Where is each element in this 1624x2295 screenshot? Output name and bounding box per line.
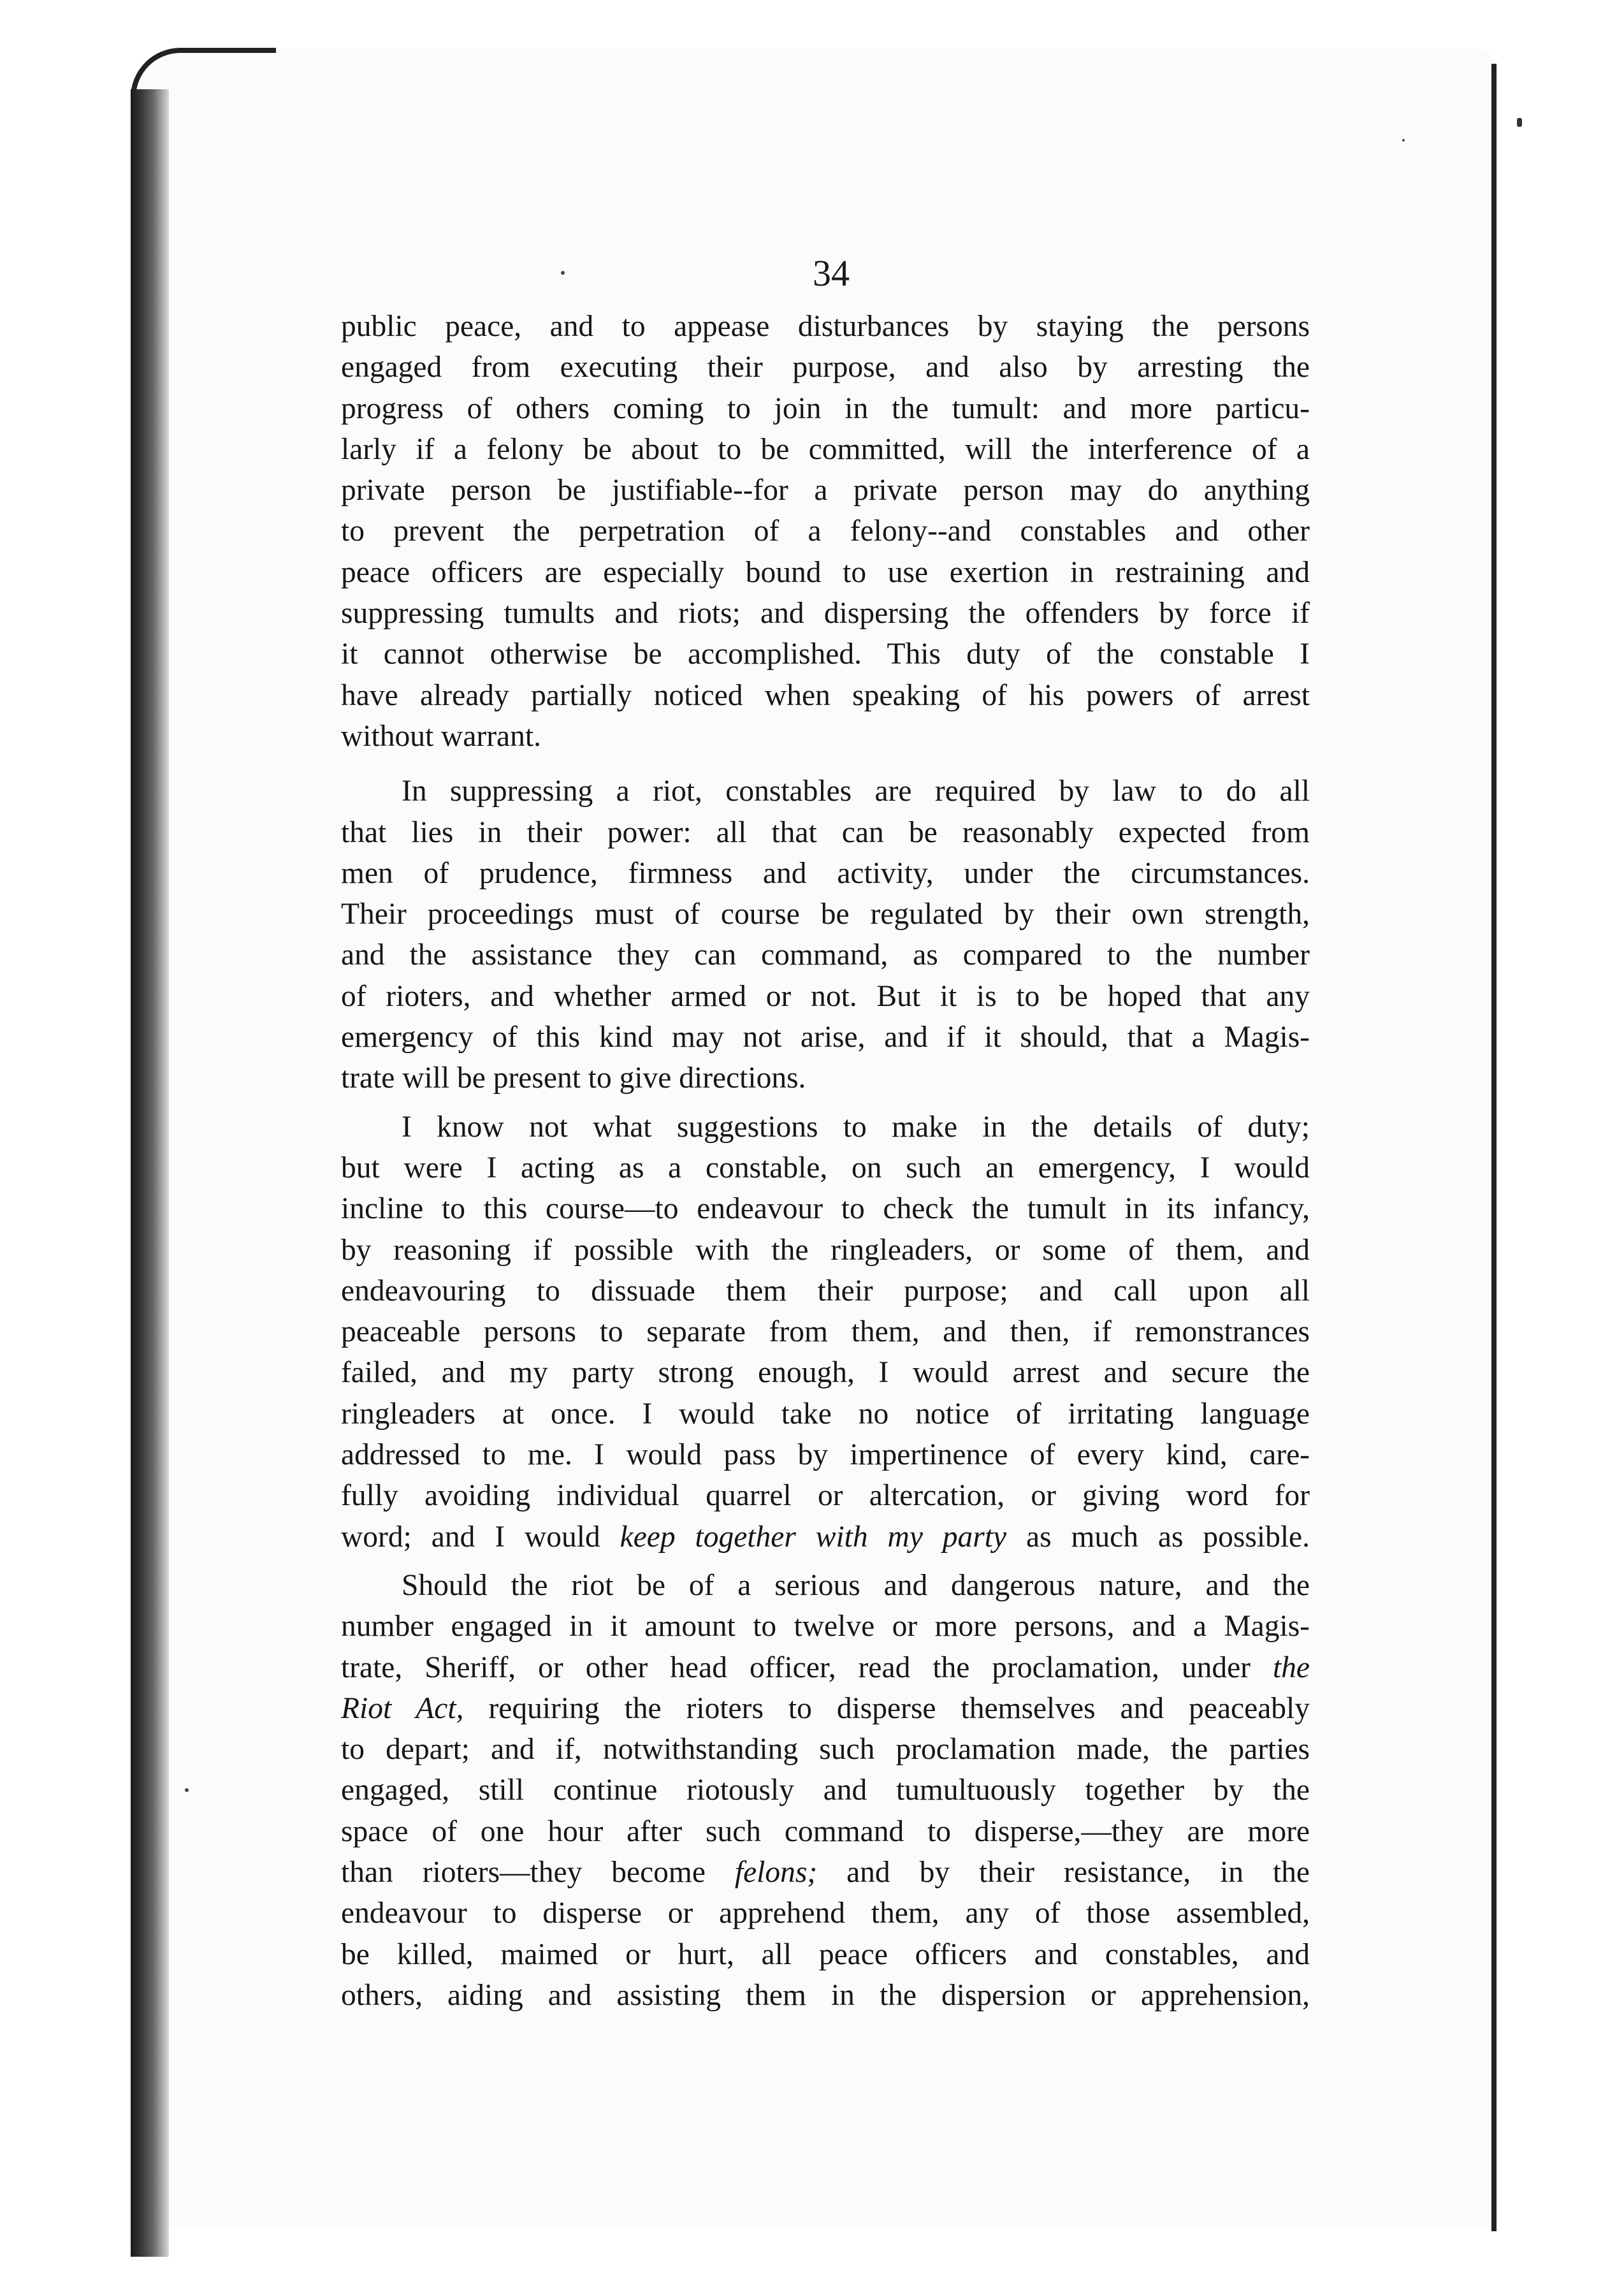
text-segment: trate, Sheriff, or other head officer, read the proclamation, under: [341, 1650, 1273, 1684]
text-line: addressed to me. I would pass by impertinence of every kind, care-: [341, 1438, 1310, 1472]
text-line: I know not what suggestions to make in the details of duty;: [402, 1110, 1310, 1144]
text-line: it cannot otherwise be accomplished. This duty of the constable I: [341, 638, 1310, 671]
text-line: without warrant.: [341, 719, 541, 753]
text-line: [341, 1647, 1310, 1688]
text-line: failed, and my party strong enough, I would arrest and secure the: [341, 1356, 1310, 1390]
text-line: of rioters, and whether armed or not. But it is to be hoped that any: [341, 979, 1310, 1013]
text-segment: as much as possible.: [1006, 1520, 1310, 1554]
text-segment: requiring the rioters to disperse themselves and peaceably: [463, 1691, 1310, 1725]
paragraph-3: [341, 1107, 1310, 1557]
text-line: Their proceedings must of course be regulated by their own strength,: [341, 898, 1310, 931]
text-line: by reasoning if possible with the ringleaders, or some of them, and: [341, 1233, 1310, 1267]
text-line: [341, 1852, 1310, 1893]
text-line: emergency of this kind may not arise, and if it should, that a Magis-: [341, 1021, 1310, 1054]
facing-page: [1514, 57, 1624, 2257]
text-segment: word; and I would: [341, 1520, 620, 1554]
text-line: incline to this course—to endeavour to check the tumult in its infancy,: [341, 1192, 1310, 1226]
text-line: to depart; and if, notwithstanding such proclamation made, the parties: [341, 1733, 1310, 1767]
text-segment: and by their resistance, in the: [817, 1855, 1310, 1889]
text-line: [341, 1517, 1310, 1557]
text-segment: than rioters—they become: [341, 1855, 735, 1889]
text-line: larly if a felony be about to be committed, will the interference of a: [341, 432, 1310, 466]
paragraph-2: [341, 771, 1310, 1098]
speck-mark: [185, 1788, 189, 1792]
text-line: be killed, maimed or hurt, all peace officers and constables, and: [341, 1937, 1310, 1971]
text-line: men of prudence, firmness and activity, under the circumstances.: [341, 856, 1310, 890]
text-line: that lies in their power: all that can be reasonably expected from: [341, 815, 1310, 849]
text-line: peace officers are especially bound to use exertion in restraining and: [341, 555, 1310, 589]
paragraph-1: [341, 306, 1310, 757]
text-line: trate will be present to give directions.: [341, 1061, 806, 1095]
text-line: private person be justifiable--for a private person may do anything: [341, 474, 1310, 507]
speck-mark: [1402, 139, 1405, 142]
text-line: endeavour to disperse or apprehend them, any of those assembled,: [341, 1897, 1310, 1930]
text-line: public peace, and to appease disturbances by staying the persons: [341, 310, 1310, 343]
book-spine-shadow: [131, 89, 169, 2257]
text-line: engaged from executing their purpose, and also by arresting the: [341, 351, 1310, 384]
text-line: ringleaders at once. I would take no notice of irritating language: [341, 1397, 1310, 1431]
speck-mark: [561, 271, 565, 275]
italic-text: felons;: [734, 1855, 818, 1889]
text-line: number engaged in it amount to twelve or more persons, and a Magis-: [341, 1610, 1310, 1643]
text-line: peaceable persons to separate from them, and then, if remonstrances: [341, 1315, 1310, 1349]
text-line: [341, 1688, 1310, 1729]
text-line: progress of others coming to join in the tumult: and more particu-: [341, 391, 1310, 425]
italic-text: keep together with my party: [620, 1520, 1007, 1554]
body-text: [341, 306, 1310, 2021]
facing-page-mark: [1517, 118, 1522, 127]
text-line: space of one hour after such command to disperse,—they are more: [341, 1814, 1310, 1848]
italic-text: the: [1272, 1650, 1310, 1684]
text-line: others, aiding and assisting them in the dispersion or apprehension,: [341, 1978, 1310, 2012]
text-line: suppressing tumults and riots; and dispersing the offenders by force if: [341, 597, 1310, 630]
text-line: endeavouring to dissuade them their purpose; and call upon all: [341, 1274, 1310, 1308]
page-number: 34: [813, 252, 850, 294]
text-line: engaged, still continue riotously and tumultuously together by the: [341, 1774, 1310, 1807]
text-line: and the assistance they can command, as compared to the number: [341, 938, 1310, 972]
page-right-edge: [1491, 64, 1497, 2231]
text-line: fully avoiding individual quarrel or altercation, or giving word for: [341, 1479, 1310, 1513]
paragraph-4: [341, 1565, 1310, 2016]
italic-text: Riot Act,: [341, 1691, 464, 1725]
text-line: have already partially noticed when speaking of his powers of arrest: [341, 678, 1310, 712]
text-line: but were I acting as a constable, on such an emergency, I would: [341, 1151, 1310, 1184]
text-line: to prevent the perpetration of a felony--and constables and other: [341, 514, 1310, 548]
text-line: In suppressing a riot, constables are required by law to do all: [402, 775, 1310, 808]
text-line: Should the riot be of a serious and dangerous nature, and the: [402, 1568, 1310, 1602]
